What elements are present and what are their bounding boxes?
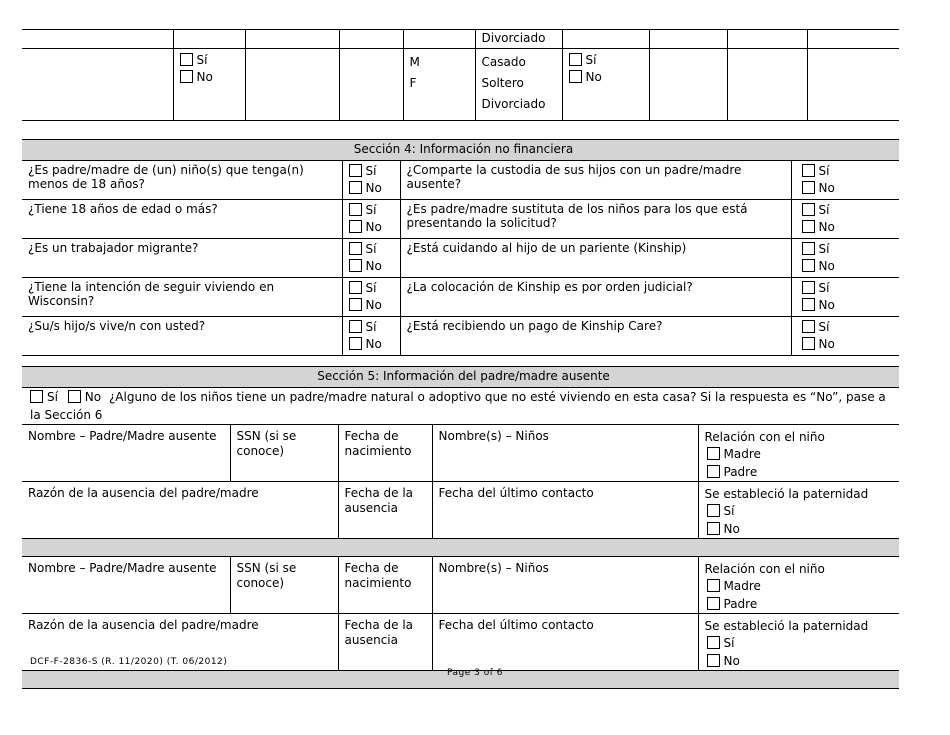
question-text: ¿Está recibiendo un pago de Kinship Care?	[400, 317, 791, 356]
last-contact-field[interactable]	[432, 482, 698, 539]
field-label: Nombre – Padre/Madre ausente	[28, 429, 217, 443]
no-checkbox[interactable]	[802, 259, 815, 272]
field-label: Fecha de nacimiento	[344, 561, 412, 590]
table-row	[22, 49, 899, 121]
table-cell[interactable]	[245, 30, 339, 49]
absence-date-field[interactable]	[338, 614, 432, 671]
father-checkbox[interactable]	[707, 597, 720, 610]
field-label: Fecha del último contacto	[438, 618, 594, 632]
yes-no-cell	[342, 278, 400, 317]
table-cell[interactable]	[562, 30, 649, 49]
ssn-field[interactable]	[230, 557, 338, 614]
table-cell[interactable]	[807, 49, 899, 121]
table-cell[interactable]	[807, 30, 899, 49]
sex-cell	[403, 49, 475, 121]
table-cell[interactable]	[22, 49, 173, 121]
yes-checkbox[interactable]	[802, 203, 815, 216]
yes-no-cell	[791, 317, 899, 356]
yes-label: Sí	[723, 636, 735, 650]
no-checkbox[interactable]	[569, 70, 582, 83]
yes-checkbox[interactable]	[802, 242, 815, 255]
no-checkbox[interactable]	[707, 522, 720, 535]
mother-label: Madre	[723, 579, 761, 593]
yes-checkbox[interactable]	[707, 504, 720, 517]
yes-label: Sí	[818, 164, 830, 178]
question-row	[22, 200, 899, 239]
marital-status-cell	[475, 49, 562, 121]
no-checkbox[interactable]	[707, 654, 720, 667]
yes-checkbox[interactable]	[349, 203, 362, 216]
yes-label: Sí	[365, 242, 377, 256]
table-cell[interactable]	[22, 30, 173, 49]
question-row	[22, 161, 899, 200]
marital-status-option[interactable]: Divorciado	[481, 97, 546, 111]
yes-label: Sí	[585, 53, 597, 67]
mother-checkbox[interactable]	[707, 447, 720, 460]
ssn-field[interactable]	[230, 425, 338, 482]
table-cell[interactable]	[173, 30, 245, 49]
table-cell[interactable]	[245, 49, 339, 121]
no-label: No	[723, 522, 740, 536]
yes-label: Sí	[818, 203, 830, 217]
no-label: No	[818, 181, 835, 195]
field-label: Nombre(s) – Niños	[438, 561, 549, 575]
table-cell[interactable]	[727, 49, 807, 121]
sex-option-m[interactable]: M	[409, 55, 420, 69]
no-checkbox[interactable]	[349, 181, 362, 194]
question-text: ¿Alguno de los niños tiene un padre/madre natural o adoptivo que no esté viviendo en esta casa? Si la respuesta es “No”, pase a la Sección 6	[30, 390, 886, 422]
mother-checkbox[interactable]	[707, 579, 720, 592]
yes-label: Sí	[365, 281, 377, 295]
form-number: DCF-F-2836-S (R. 11/2020) (T. 06/2012)	[30, 657, 228, 667]
no-label: No	[818, 337, 835, 351]
section-header-row	[22, 140, 899, 161]
no-label: No	[365, 181, 382, 195]
field-label: Nombre(s) – Niños	[438, 429, 549, 443]
birth-date-field[interactable]	[338, 425, 432, 482]
household-members-table	[22, 29, 899, 121]
yes-label: Sí	[818, 320, 830, 334]
no-checkbox[interactable]	[802, 220, 815, 233]
yes-checkbox[interactable]	[569, 53, 582, 66]
yes-label: Sí	[196, 53, 208, 67]
separator	[22, 539, 899, 557]
question-text: ¿Es un trabajador migrante?	[22, 239, 342, 278]
yes-no-cell	[173, 49, 245, 121]
absent-parent-name-field[interactable]	[22, 425, 230, 482]
no-checkbox[interactable]	[802, 181, 815, 194]
no-checkbox[interactable]	[68, 390, 81, 403]
field-label: Nombre – Padre/Madre ausente	[28, 561, 217, 575]
question-row	[22, 278, 899, 317]
question-text: ¿Tiene 18 años de edad o más?	[22, 200, 342, 239]
marital-status-option[interactable]: Casado	[481, 55, 526, 69]
no-label: No	[365, 259, 382, 273]
yes-label: Sí	[818, 281, 830, 295]
yes-no-cell	[342, 161, 400, 200]
marital-status-cell	[475, 30, 562, 49]
relationship-field	[698, 557, 899, 614]
question-text: ¿Tiene la intención de seguir viviendo en Wisconsin?	[22, 278, 342, 317]
section-4-title: Sección 4: Información no financiera	[22, 140, 899, 161]
no-checkbox[interactable]	[802, 337, 815, 350]
yes-no-cell	[791, 200, 899, 239]
yes-checkbox[interactable]	[180, 53, 193, 66]
yes-label: Sí	[365, 320, 377, 334]
table-cell[interactable]	[403, 30, 475, 49]
field-label: Se estableció la paternidad	[704, 619, 869, 633]
marital-status-option: Divorciado	[481, 31, 546, 45]
yes-no-cell	[562, 49, 649, 121]
paternity-field	[698, 482, 899, 539]
marital-status-option[interactable]: Soltero	[481, 76, 524, 90]
question-row	[22, 239, 899, 278]
no-label: No	[365, 298, 382, 312]
absent-parent-row	[22, 557, 899, 614]
field-label: Relación con el niño	[704, 430, 825, 444]
last-contact-field[interactable]	[432, 614, 698, 671]
table-row	[22, 30, 899, 49]
yes-checkbox[interactable]	[349, 242, 362, 255]
yes-label: Sí	[365, 203, 377, 217]
absent-parent-name-field[interactable]	[22, 557, 230, 614]
yes-no-cell	[342, 239, 400, 278]
yes-checkbox[interactable]	[802, 164, 815, 177]
yes-label: Sí	[723, 504, 735, 518]
children-names-field[interactable]	[432, 557, 698, 614]
section-5-table	[22, 366, 899, 689]
field-label: Fecha de nacimiento	[344, 429, 412, 458]
no-label: No	[365, 337, 382, 351]
separator-row	[22, 539, 899, 557]
field-label: Relación con el niño	[704, 562, 825, 576]
question-row	[22, 317, 899, 356]
field-label: Fecha de la ausencia	[344, 486, 414, 515]
yes-no-cell	[342, 200, 400, 239]
absent-parent-question	[22, 388, 899, 425]
no-checkbox[interactable]	[349, 220, 362, 233]
intro-row	[22, 388, 899, 425]
question-text: ¿Está cuidando al hijo de un pariente (Kinship)	[400, 239, 791, 278]
father-checkbox[interactable]	[707, 465, 720, 478]
yes-checkbox[interactable]	[349, 281, 362, 294]
mother-label: Madre	[723, 447, 761, 461]
yes-checkbox[interactable]	[349, 320, 362, 333]
table-cell[interactable]	[649, 49, 727, 121]
question-text: ¿Es padre/madre de (un) niño(s) que tenga(n) menos de 18 años?	[22, 161, 342, 200]
table-cell[interactable]	[649, 30, 727, 49]
no-checkbox[interactable]	[802, 298, 815, 311]
yes-checkbox[interactable]	[349, 164, 362, 177]
question-text: ¿Es padre/madre sustituta de los niños para los que está presentando la solicitud?	[400, 200, 791, 239]
no-checkbox[interactable]	[180, 70, 193, 83]
yes-checkbox[interactable]	[30, 390, 43, 403]
question-text: ¿La colocación de Kinship es por orden judicial?	[400, 278, 791, 317]
field-label: SSN (si se conoce)	[236, 429, 297, 458]
father-label: Padre	[723, 597, 758, 611]
yes-checkbox[interactable]	[707, 636, 720, 649]
no-label: No	[196, 70, 213, 84]
no-checkbox[interactable]	[349, 259, 362, 272]
field-label: Fecha de la ausencia	[344, 618, 414, 647]
children-names-field[interactable]	[432, 425, 698, 482]
absent-parent-row	[22, 482, 899, 539]
sex-option-f[interactable]: F	[409, 76, 417, 90]
yes-checkbox[interactable]	[802, 320, 815, 333]
no-label: No	[818, 220, 835, 234]
field-label: Razón de la ausencia del padre/madre	[28, 486, 259, 500]
no-checkbox[interactable]	[349, 298, 362, 311]
no-label: No	[84, 390, 102, 404]
question-text: ¿Su/s hijo/s vive/n con usted?	[22, 317, 342, 356]
no-checkbox[interactable]	[349, 337, 362, 350]
relationship-field	[698, 425, 899, 482]
no-label: No	[365, 220, 382, 234]
father-label: Padre	[723, 465, 758, 479]
absence-reason-field[interactable]	[22, 482, 338, 539]
yes-no-cell	[791, 239, 899, 278]
field-label: Fecha del último contacto	[438, 486, 594, 500]
paternity-field	[698, 614, 899, 671]
field-label: Se estableció la paternidad	[704, 487, 869, 501]
table-cell[interactable]	[339, 30, 403, 49]
absence-date-field[interactable]	[338, 482, 432, 539]
page-number: Page 3 of 6	[447, 668, 503, 678]
yes-no-cell	[791, 161, 899, 200]
section-header-row	[22, 367, 899, 388]
no-label: No	[818, 298, 835, 312]
field-label: SSN (si se conoce)	[236, 561, 297, 590]
table-cell[interactable]	[339, 49, 403, 121]
absent-parent-row	[22, 425, 899, 482]
birth-date-field[interactable]	[338, 557, 432, 614]
yes-no-cell	[791, 278, 899, 317]
table-cell[interactable]	[727, 30, 807, 49]
no-label: No	[723, 654, 740, 668]
section-4-table	[22, 139, 899, 356]
yes-label: Sí	[365, 164, 377, 178]
yes-checkbox[interactable]	[802, 281, 815, 294]
section-5-title: Sección 5: Información del padre/madre ausente	[22, 367, 899, 388]
yes-label: Sí	[47, 390, 58, 404]
yes-no-cell	[342, 317, 400, 356]
no-label: No	[818, 259, 835, 273]
yes-label: Sí	[818, 242, 830, 256]
question-text: ¿Comparte la custodia de sus hijos con un padre/madre ausente?	[400, 161, 791, 200]
no-label: No	[585, 70, 602, 84]
field-label: Razón de la ausencia del padre/madre	[28, 618, 259, 632]
